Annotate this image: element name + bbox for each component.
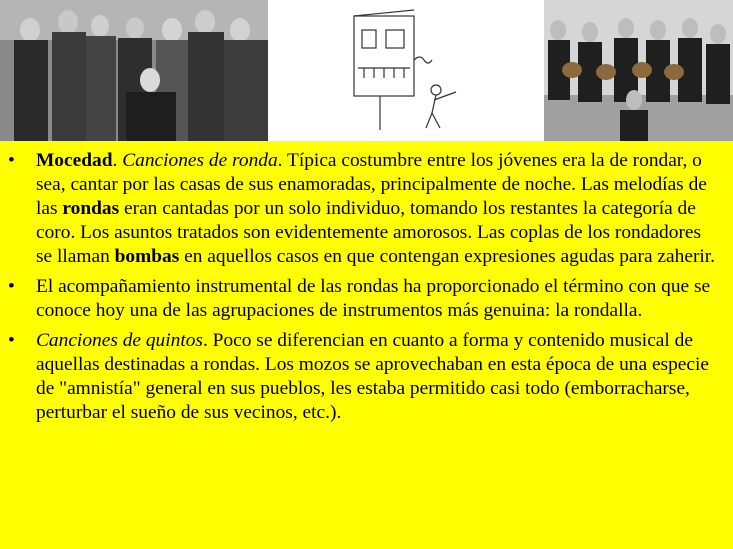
text-panel [0, 141, 733, 549]
bold-term: rondas [62, 198, 120, 219]
drawing-serenade [344, 8, 464, 133]
bullet-marker: • [8, 276, 15, 297]
bullet-item [0, 329, 721, 425]
bullet-list [0, 141, 733, 425]
bullet-marker: • [8, 330, 15, 351]
bold-term: bombas [114, 246, 180, 267]
body-text: . Poco se diferencian en cuanto a forma y contenido musical de aquellas destinadas a rondas. Los mozos se aprovechaban en esta época de una especie de "amnistía" general en sus pueblos, les estaba permitido casi todo (emborracharse, perturbar el sueño de sus vecinos, etc.). [36, 330, 710, 423]
body-text: El acompañamiento instrumental de las rondas ha proporcionado el término con que se conoce hoy una de las agrupaciones de instrumentos más genuina: la rondalla. [36, 276, 711, 321]
bold-term: Mocedad [36, 150, 113, 171]
body-text: . Típica costumbre entre los jóvenes era la de rondar, o sea, cantar por las casas de sus enamoradas, principalmente de noche. Las melodías de las [36, 150, 707, 219]
body-text: en aquellos casos en que contengan expresiones agudas para zaherir. [179, 246, 716, 267]
italic-title: Canciones de quintos [36, 330, 203, 351]
bullet-item [0, 149, 721, 269]
photo-musicians [544, 0, 733, 141]
bullet-item [0, 275, 721, 323]
italic-title: Canciones de ronda [122, 150, 278, 171]
photo-young-men [0, 0, 268, 141]
body-text: eran cantadas por un solo individuo, tomando los restantes la categoría de coro. Los asuntos tratados son evidentemente amorosos. Las coplas de los rondadores se llaman [36, 198, 702, 267]
bullet-marker: • [8, 150, 15, 171]
body-text: . [112, 150, 123, 171]
